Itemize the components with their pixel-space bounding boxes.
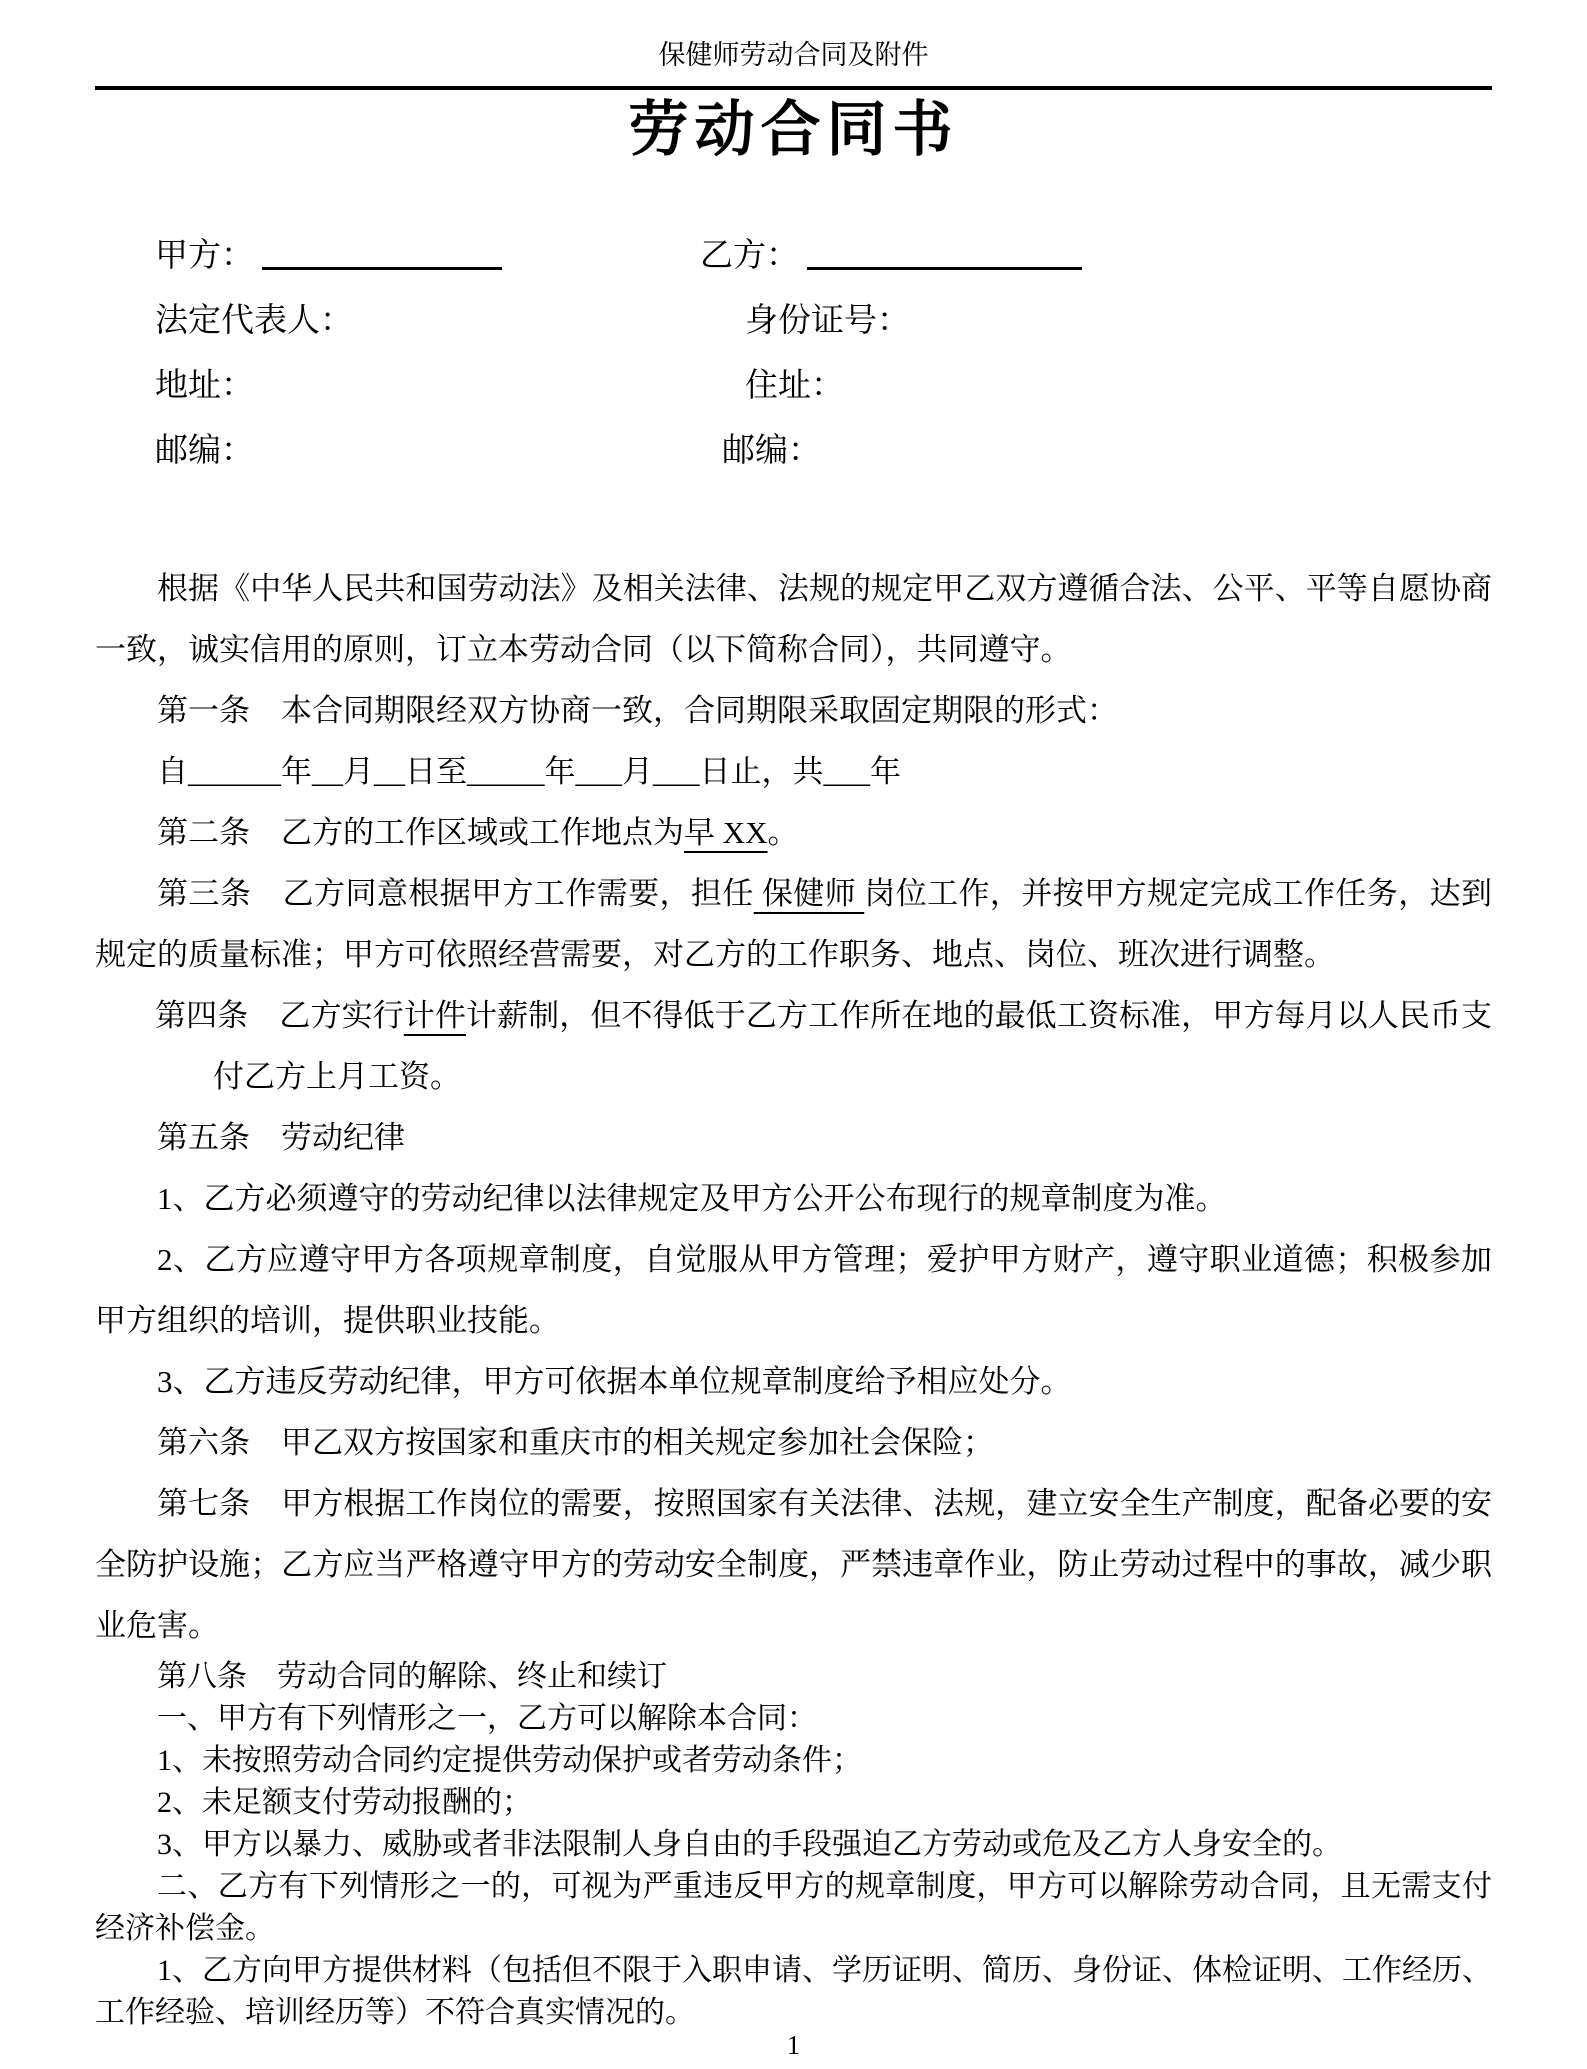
article-8-section-1-item-1: 1、未按照劳动合同约定提供劳动保护或者劳动条件； bbox=[157, 1744, 862, 1777]
contract-body bbox=[95, 558, 1492, 2034]
party-b-cell bbox=[700, 229, 1492, 276]
article-5-item-3: 3、乙方违反劳动纪律，甲方可依据本单位规章制度给予相应处分。 bbox=[157, 1364, 1072, 1399]
postcode-b-label: 邮编： bbox=[722, 433, 821, 469]
party-row-address bbox=[95, 350, 1492, 415]
address-b-label: 住址： bbox=[745, 368, 844, 404]
article-7: 第七条 甲方根据工作岗位的需要，按照国家有关法律、法规，建立安全生产制度，配备必要的安全防护设施；乙方应当严格遵守甲方的劳动安全制度，严禁违章作业，防止劳动过程中的事故，减少职业危害。 bbox=[95, 1486, 1492, 1643]
article-8-section-1-item-3: 3、甲方以暴力、威胁或者非法限制人身自由的手段强迫乙方劳动或危及乙方人身安全的。 bbox=[157, 1828, 1342, 1861]
article-3-text-cont: 岗位工作，并按甲方规定完成工作任务，达到规定的质量标准；甲方可依照经营需要，对乙方的工作职务、地点、岗位、班次进行调整。 bbox=[95, 876, 1493, 972]
article-4-text: 第四条 乙方实行 bbox=[155, 998, 404, 1033]
article-5-item-1: 1、乙方必须遵守的劳动纪律以法律规定及甲方公开公布现行的规章制度为准。 bbox=[157, 1181, 1227, 1216]
document-header bbox=[95, 38, 1492, 90]
page-number: 1 bbox=[786, 2030, 801, 2060]
party-row-postcode bbox=[95, 415, 1492, 480]
article-6: 第六条 甲乙双方按国家和重庆市的相关规定参加社会保险； bbox=[157, 1425, 994, 1460]
party-a-label: 甲方： bbox=[155, 238, 254, 274]
article-3 bbox=[95, 863, 1492, 985]
address-a-label: 地址： bbox=[155, 368, 254, 404]
article-2-fill-in: 早 XX bbox=[684, 815, 768, 850]
article-8-section-1: 一、甲方有下列情形之一，乙方可以解除本合同： bbox=[157, 1702, 817, 1735]
party-b-label: 乙方： bbox=[700, 238, 799, 274]
article-1-term-line: 自______年__月__日至_____年___月___日止，共___年 bbox=[157, 754, 901, 789]
article-4 bbox=[95, 985, 1492, 1107]
party-b-name-blank bbox=[807, 240, 1082, 270]
postcode-a-label: 邮编： bbox=[155, 433, 254, 469]
article-2-text: 第二条 乙方的工作区域或工作地点为 bbox=[157, 815, 684, 850]
id-number-cell bbox=[700, 294, 1492, 341]
party-a-name-blank bbox=[262, 240, 502, 270]
article-5: 第五条 劳动纪律 bbox=[157, 1120, 405, 1155]
legal-rep-label: 法定代表人： bbox=[155, 303, 353, 339]
address-a-cell bbox=[95, 359, 700, 406]
party-row-names bbox=[95, 220, 1492, 285]
article-8-section-2-item-1: 1、乙方向甲方提供材料（包括但不限于入职申请、学历证明、简历、身份证、体检证明、工作经历、工作经验、培训经历等）不符合真实情况的。 bbox=[95, 1954, 1492, 2029]
article-3-position-fill-in: 保健师 bbox=[753, 876, 865, 911]
document-header-text: 保健师劳动合同及附件 bbox=[658, 40, 929, 70]
article-3-text: 第三条 乙方同意根据甲方工作需要，担任 bbox=[157, 876, 754, 911]
party-a-cell bbox=[95, 229, 700, 276]
article-8-section-1-item-2: 2、未足额支付劳动报酬的； bbox=[157, 1786, 532, 1819]
address-b-cell bbox=[700, 359, 1492, 406]
party-row-legal-rep bbox=[95, 285, 1492, 350]
article-4-text-cont: 计薪制，但不得低于乙方工作所在地的最低工资标准，甲方每月以人民币支付乙方上月工资。 bbox=[213, 998, 1493, 1094]
article-1: 第一条 本合同期限经双方协商一致，合同期限采取固定期限的形式： bbox=[157, 693, 1118, 728]
article-5-item-2: 2、乙方应遵守甲方各项规章制度，自觉服从甲方管理；爱护甲方财产，遵守职业道德；积极参加甲方组织的培训，提供职业技能。 bbox=[95, 1242, 1492, 1338]
article-8-section-2: 二、乙方有下列情形之一的，可视为严重违反甲方的规章制度，甲方可以解除劳动合同，且无需支付经济补偿金。 bbox=[95, 1870, 1492, 1945]
legal-rep-cell bbox=[95, 294, 700, 341]
parties-block bbox=[95, 220, 1492, 480]
intro-paragraph: 根据《中华人民共和国劳动法》及相关法律、法规的规定甲乙双方遵循合法、公平、平等自愿协商一致，诚实信用的原则，订立本劳动合同（以下简称合同），共同遵守。 bbox=[95, 571, 1492, 667]
postcode-a-cell bbox=[95, 424, 700, 471]
article-2 bbox=[95, 802, 1492, 863]
article-4-pay-type-fill-in: 计件 bbox=[403, 998, 466, 1033]
postcode-b-cell bbox=[700, 424, 1492, 471]
article-8: 第八条 劳动合同的解除、终止和续订 bbox=[157, 1660, 667, 1693]
id-number-label: 身份证号： bbox=[745, 303, 910, 339]
article-2-period: 。 bbox=[767, 815, 799, 850]
page-title: 劳动合同书 bbox=[628, 96, 959, 163]
